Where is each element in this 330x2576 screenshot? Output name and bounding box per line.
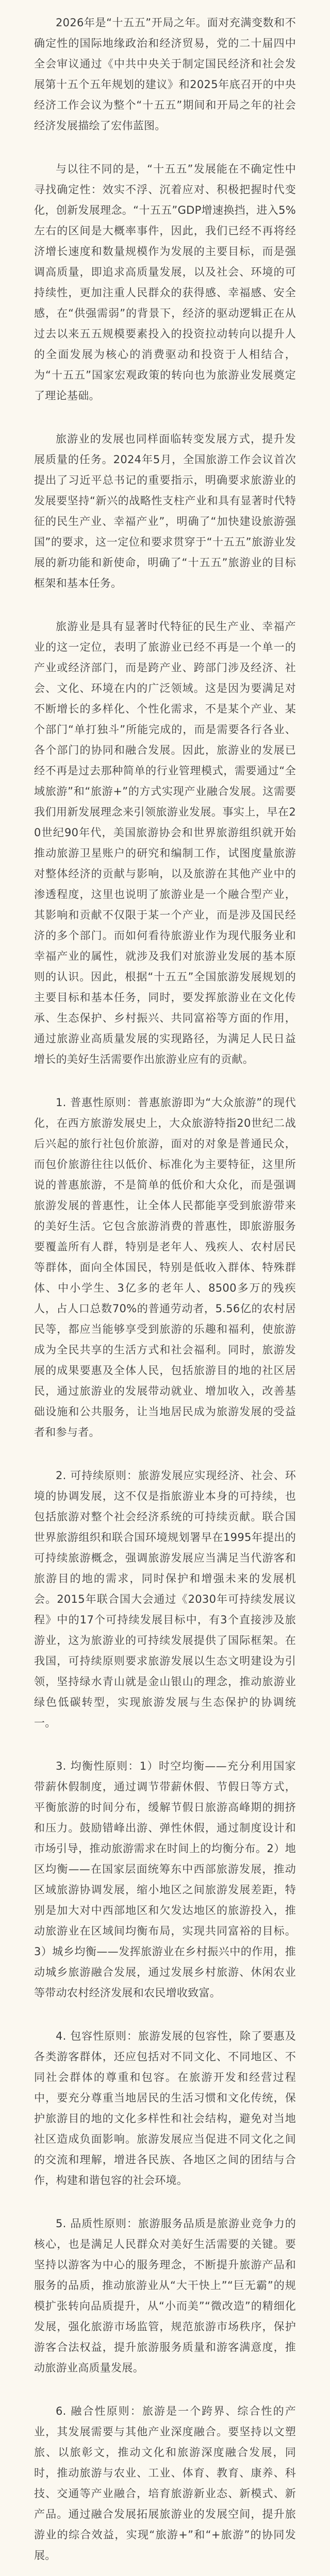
- paragraph-background: 与以往不同的是，“十五五”发展能在不确定性中寻找确定性：效实不浮、沉着应对、积极把握时代变化，创新发展理念。“十五五”GDP增速换挡，进入5%左右的区间是大概率事件，因此，我们已经不再将经济增长速度和数量规模作为发展的主要目标，而是强调高质量，即追求高质量发展，以及社会、环境的可持续性，更加注重人民群众的获得感、幸福感、安全感，在“供强需弱”的背景下，经济的驱动逻辑正在从过去以来五五规模要素投入的投资拉动转向以提升人的全面发展为核心的消费驱动和投资于人相结合，为“十五五”国家宏观政策的转向也为旅游业发展奠定了理论基础。: [34, 163, 296, 402]
- paragraph-principle-5: 5. 品质性原则：旅游服务品质是旅游业竞争力的核心，也是满足人民群众对美好生活需要的关键。要坚持以游客为中心的服务理念，不断提升旅游产品和服务的品质，推动旅游业从“大干快上”“巨无霸”的规模扩张转向品质提升，从“小而美”“微改造”的精细化发展，强化旅游市场监管，规范旅游市场秩序，保护游客合法权益，提升旅游服务质量和游客满意度，推动旅游业高质量发展。: [34, 2217, 296, 2374]
- paragraph-integration: 旅游业是具有显著时代特征的民生产业、幸福产业的这一定位，表明了旅游业已经不再是一个单一的产业或经济部门，而是跨产业、跨部门涉及经济、社会、文化、环境在内的广泛领域。这是因为要满足对不断增长的多样化、个性化需求，不是某个产业、某个部门“单打独斗”所能完成的，而是需要各行各业、各个部门的协同和融合发展。因此，旅游业的发展已经不再是过去那种简单的行业管理模式，需要通过“全域旅游”和“旅游+”的方式实现产业融合发展。这需要我们用新发展理念来引领旅游业发展。事实上，早在20世纪90年代，美国旅游协会和世界旅游组织就开始推动旅游卫星账户的研究和编制工作，试图度量旅游对整体经济的贡献与影响，以及旅游在其他产业中的渗透程度，这里也说明了旅游业是一个融合型产业，其影响和贡献不仅限于某一个产业，而是涉及国民经济的多个部门。而如何看待旅游业作为现代服务业和幸福产业的属性，就涉及我们对旅游业发展的基本原则的认识。因此，根据“十五五”全国旅游发展规划的主要目标和基本任务，同时，要发挥旅游业在文化传承、生态保护、乡村振兴、共同富裕等方面的作用，通过旅游业高质量发展的实现路径，为满足人民日益增长的美好生活需要作出旅游业应有的贡献。: [34, 620, 296, 1065]
- paragraph-principle-2: 2. 可持续原则：旅游发展应实现经济、社会、环境的协调发展，这不仅是指旅游业本身的可持续，也包括旅游对整个社会经济系统的可持续贡献。联合国世界旅游组织和联合国环境规划署早在1995年提出的可持续旅游概念，强调旅游发展应当满足当代游客和旅游目的地的需求，同时保护和增强未来的发展机会。2015年联合国大会通过《2030年可持续发展议程》中的17个可持续发展目标中，有3个直接涉及旅游业，这为旅游业的可持续发展提供了国际框架。在我国，可持续原则要求旅游发展以生态文明建设为引领，坚持绿水青山就是金山银山的理念，推动旅游业绿色低碳转型，实现旅游发展与生态保护的协调统一。: [34, 1469, 296, 1729]
- paragraph-principle-1: 1. 普惠性原则：普惠旅游即为“大众旅游”的现代化，在西方旅游发展史上，大众旅游特指20世纪二战后兴起的旅行社包价旅游，面对的对象是普通民众，而包价旅游往往以低价、标准化为主要特征，这里所说的普惠旅游，不是简单的低价和大众化，而是强调旅游发展的普惠性，让全体人民都能享受到旅游带来的美好生活。它包含旅游消费的普惠性，即旅游服务要覆盖所有人群，特别是老年人、残疾人、农村居民等群体，面向全体国民，特别是低收入群体、特殊群体、中小学生、3亿多的老年人、8500多万的残疾人，占人口总数70%的普通劳动者，5.56亿的农村居民等，都应当能够享受到旅游的乐趣和福利，使旅游成为全民共享的生活方式和社会福利。同时，旅游发展的成果要惠及全体人民，包括旅游目的地的社区居民，通过旅游业的发展带动就业、增加收入，改善基础设施和公共服务，让当地居民成为旅游发展的受益者和参与者。: [34, 1096, 296, 1438]
- paragraph-principle-4: 4. 包容性原则：旅游发展的包容性，除了要惠及各类游客群体，还应包括对不同文化、不同地区、不同社会群体的尊重和包容。在旅游开发和经营过程中，要充分尊重当地居民的生活习惯和文化传统，保护旅游目的地的文化多样性和社会结构，避免对当地社区造成负面影响。旅游发展应当促进不同文化之间的交流和理解，增进各民族、各地区之间的团结与合作，构建和谐包容的社会环境。: [34, 2030, 296, 2187]
- paragraph-principle-3: 3. 均衡性原则：1）时空均衡——充分利用国家带薪休假制度，通过调节带薪休假、节假日等方式，平衡旅游的时间分布，缓解节假日旅游高峰期的拥挤和压力。鼓励错峰出游、弹性休假，通过制度设计和市场引导，推动旅游需求在时间上的均衡分布。2）地区均衡——在国家层面统筹东中西部旅游发展，推动区域旅游协调发展，缩小地区之间旅游发展差距，特别是加大对中西部地区和欠发达地区的旅游投入，推动旅游业在区域间均衡布局，实现共同富裕的目标。3）城乡均衡——发挥旅游业在乡村振兴中的作用，推动城乡旅游融合发展，通过发展乡村旅游、休闲农业等带动农村经济发展和农民增收致富。: [34, 1760, 296, 1999]
- paragraph-intro: 2026年是“十五五”开局之年。面对充满变数和不确定性的国际地缘政治和经济贸易，党的二十届四中全会审议通过《中共中央关于制定国民经济和社会发展第十五个五年规划的建议》和2025年底召开的中央经济工作会议为整个“十五五”期间和开局之年的社会经济发展描绘了宏伟蓝图。: [34, 16, 296, 132]
- paragraph-positioning: 旅游业的发展也同样面临转变发展方式，提升发展质量的任务。2024年5月，全国旅游工作会议首次提出了习近平总书记的重要指示，明确要求旅游业的发展要坚持“新兴的战略性支柱产业和具有显著时代特征的民生产业、幸福产业”，明确了“加快建设旅游强国”的要求，这一定位和要求贯穿于“十五五”旅游业发展的新功能和新使命，明确了“十五五”旅游业的目标框架和基本任务。: [34, 433, 296, 589]
- paragraph-principle-6: 6. 融合性原则：旅游是一个跨界、综合性的产业，其发展需要与其他产业深度融合。要坚持以文塑旅、以旅彰文，推动文化和旅游深度融合发展，同时，推动旅游与农业、工业、体育、教育、康养、科技、交通等产业融合，培育旅游新业态、新模式、新产品。通过融合发展拓展旅游业的发展空间，提升旅游业的综合效益，实现“旅游+”和“+旅游”的协同发展。: [34, 2405, 296, 2562]
